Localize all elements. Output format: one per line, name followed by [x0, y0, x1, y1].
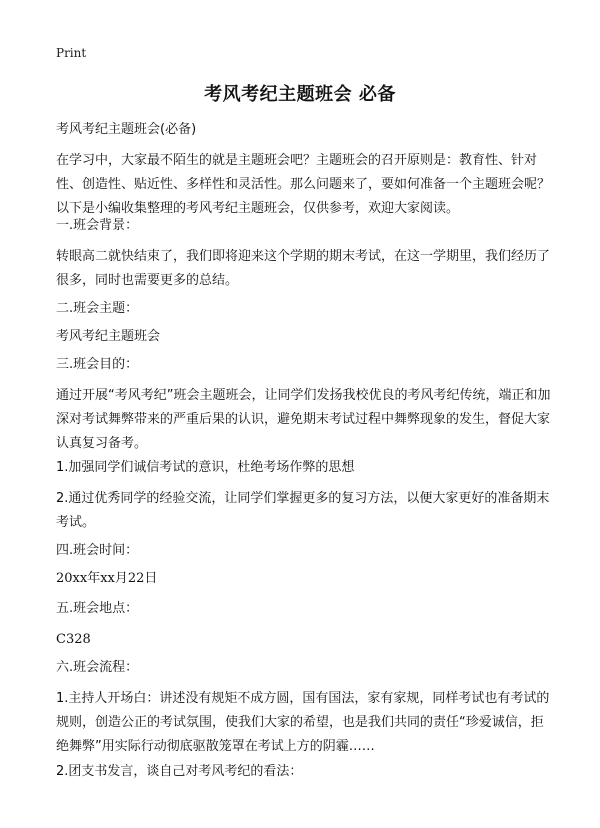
section-heading-time: 四.班会时间： — [56, 543, 139, 558]
section-heading-process: 六.班会流程： — [56, 660, 139, 675]
theme-paragraph: 考风考纪主题班会 — [56, 329, 161, 344]
process-item-2: 2.团支书发言，谈自己对考风考纪的看法： — [56, 764, 303, 779]
print-label: Print — [56, 46, 87, 60]
section-heading-background: 一.班会背景： — [56, 218, 139, 233]
purpose-item-2: 2.通过优秀同学的经验交流，让同学们掌握更多的复习方法，以便大家更好的准备期末考试。 — [56, 491, 550, 530]
intro-paragraph: 在学习中，大家最不陌生的就是主题班会吧？主题班会的召开原则是：教育性、针对性、创造性、贴近性、多样性和灵活性。那么问题来了，要如何准备一个主题班会呢？以下是小编收集整理的考风考纪主题班会，仅供参考，欢迎大家阅读。 — [56, 153, 551, 216]
location-paragraph: C328 — [56, 632, 91, 647]
document-subtitle: 考风考纪主题班会(必备) — [56, 122, 197, 137]
section-heading-location: 五.班会地点： — [56, 601, 139, 616]
background-paragraph: 转眼高二就快结束了，我们即将迎来这个学期的期末考试，在这一学期里，我们经历了很多，同时也需要更多的总结。 — [56, 249, 551, 288]
time-paragraph: 20xx年xx月22日 — [56, 571, 158, 586]
section-heading-theme: 二.班会主题： — [56, 301, 139, 316]
section-heading-purpose: 三.班会目的： — [56, 357, 139, 372]
purpose-item-1: 1.加强同学们诚信考试的意识，杜绝考场作弊的思想 — [56, 460, 355, 475]
document-title: 考风考纪主题班会 必备 — [204, 84, 396, 105]
process-item-1: 1.主持人开场白：讲述没有规矩不成方圆，国有国法，家有家规，同样考试也有考试的规则，创造公正的考试氛围，使我们大家的希望，也是我们共同的责任“珍爱诚信，拒绝舞弊”用实际行动彻底驱散笼罩在考试上方的阴霾…… — [56, 691, 550, 754]
purpose-paragraph: 通过开展“考风考纪”班会主题班会，让同学们发扬我校优良的考风考纪传统，端正和加深对考试舞弊带来的严重后果的认识，避免期末考试过程中舞弊现象的发生，督促大家认真复习备考。 — [56, 388, 551, 451]
